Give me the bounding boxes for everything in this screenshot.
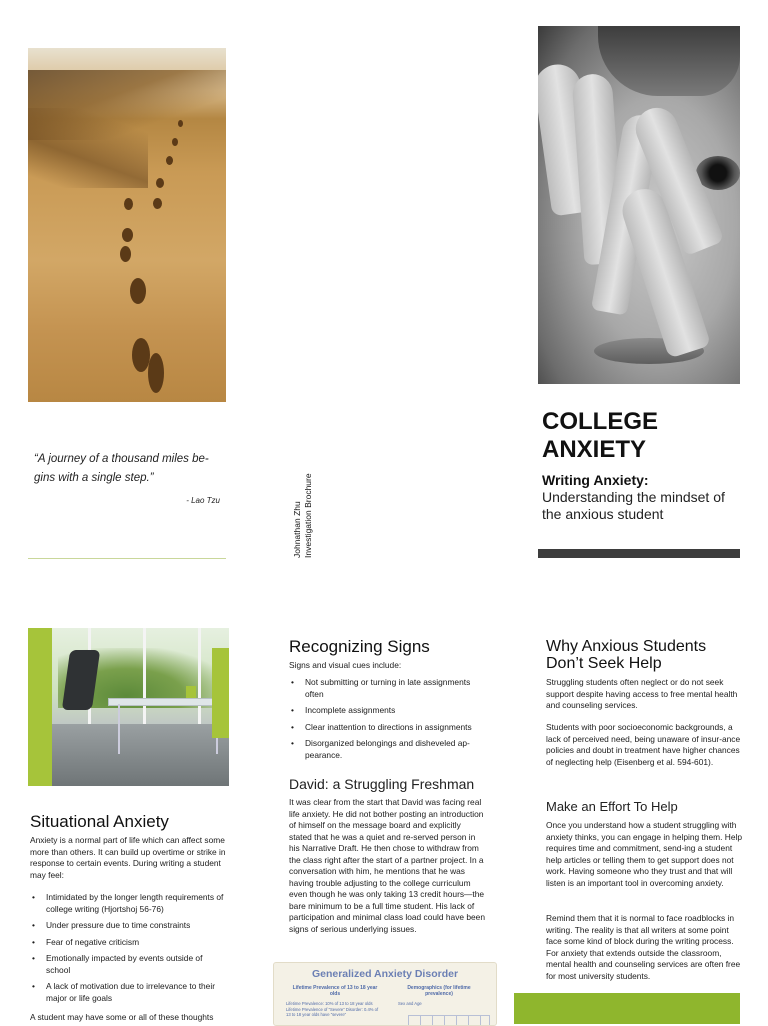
david-heading: David: a Struggling Freshman [289, 776, 475, 792]
gad-col2-header: Demographics (for lifetime prevalence) [407, 985, 471, 997]
gad-items [286, 1001, 381, 1018]
desert-footprints-photo [28, 48, 226, 402]
why-paragraph-2: Students with poor socioeconomic backgrounds, a lack of perceived need, being unaware of insur-ance policies and doubt in treatment have higher chances of neglecting help (Eisenberg et al. 594-601). [546, 722, 741, 767]
gad-infographic [273, 962, 497, 1026]
david-body: It was clear from the start that David was facing real life anxiety. He did not bother posting an introduction of himself on the message board and explicitly stated that he was a quiet and re-served person in his Narrative Draft. He then chose to withdraw from the class right after the start of a partner project. In a conversation with him, he mentions that he was having trouble adjusting to the college curriculum even though he was only taking 13 credit hours—the bare minimum to be a full time student. His lack of participation and minimal class load could have been signs of serious underlying issues. [289, 797, 485, 934]
quote-text: “A journey of a thousand miles be-gins with a single step.” [34, 453, 209, 484]
list-item: • Incomplete assignments [289, 705, 485, 717]
list-item: • Fear of negative criticism [30, 937, 226, 949]
list-item: • Intimidated by the longer length requirements of college writing (Hjortshoj 56-76) [30, 892, 226, 915]
situational-tail: A student may have some or all of these thoughts [30, 1012, 214, 1022]
title-bar [538, 549, 740, 558]
effort-paragraph-2: Remind them that it is normal to face roadblocks in writing. The reality is that all writers at some point face some kind of block during the writing process. For anxiety that extends outside the classroom, mental health and counseling services are often free for most university students. [546, 913, 741, 981]
situational-intro: Anxiety is a normal part of life which can affect some more than others. It can build up overtime or strike in response to certain events. During writing a student may feel: [30, 835, 226, 880]
cover-subtitle [542, 472, 742, 523]
gad-chart-grid [408, 1015, 490, 1026]
effort-paragraph-1: Once you understand how a student struggling with anxiety thinks, you can engage in helping them. Help requires time and commitment, send-ing a student help articles or telling them to get support does not work. Having someone who they trust and that will listen is an important tool in overcoming anxiety. [546, 820, 743, 888]
list-item: • Clear inattention to directions in assignments [289, 722, 485, 734]
situational-list [30, 892, 226, 1009]
accent-bar [514, 993, 740, 1024]
list-item: • A lack of motivation due to irrelevance to their major or life goals [30, 981, 226, 1004]
gad-sub-label: Sex and Age [398, 1001, 422, 1006]
list-item: • Not submitting or turning in late assignments often [289, 677, 485, 700]
office-desk-photo [28, 628, 229, 786]
subtitle-bold: Writing Anxiety: [542, 472, 649, 488]
why-paragraph-1: Struggling students often neglect or do not seek support despite having access to free mental health and counseling services. [546, 677, 738, 710]
hands-covering-face-photo [538, 26, 740, 384]
signs-heading: Recognizing Signs [289, 637, 430, 656]
author-name: Johnathan Zhu [292, 501, 302, 558]
cover-title: COLLEGE ANXIETY [542, 408, 659, 463]
divider [28, 558, 226, 559]
gad-item: Lifetime Prevalence: 10% of 13 to 18 year olds [286, 1001, 373, 1006]
signs-intro: Signs and visual cues include: [289, 660, 402, 670]
list-item: • Disorganized belongings and disheveled ap-pearance. [289, 738, 485, 761]
list-item: • Emotionally impacted by events outside of school [30, 953, 226, 976]
gad-item: Lifetime Prevalence of “Severe” Disorder: 0.4% of 13 to 18 year olds have “severe” [286, 1006, 379, 1017]
why-heading: Why Anxious Students Don’t Seek Help [546, 638, 707, 672]
signs-list [289, 677, 485, 766]
gad-col1-header: Lifetime Prevalence of 13 to 18 year olds [292, 985, 378, 997]
list-item: • Under pressure due to time constraints [30, 920, 226, 932]
vertical-credit [292, 468, 318, 558]
situational-heading: Situational Anxiety [30, 812, 169, 831]
subtitle-text: Understanding the mindset of the anxious student [542, 489, 725, 522]
document-type: Investigation Brochure [303, 473, 313, 558]
gad-title: Generalized Anxiety Disorder [311, 968, 459, 980]
quote-author: - Lao Tzu [186, 496, 220, 505]
effort-heading: Make an Effort To Help [546, 799, 678, 814]
